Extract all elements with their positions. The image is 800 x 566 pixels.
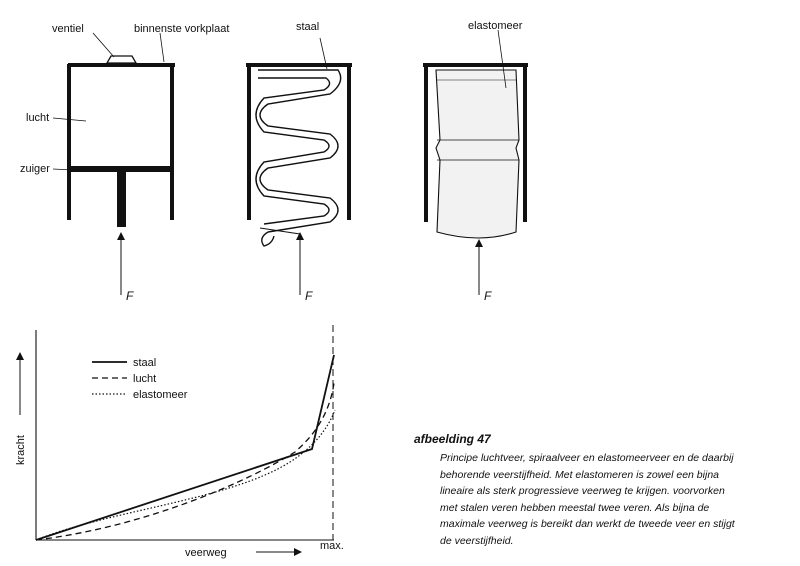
elastomer-block (436, 70, 519, 238)
x-axis-label: veerweg (185, 547, 227, 559)
piston-rod (117, 171, 126, 227)
valve-shape (107, 56, 136, 63)
label-staal: staal (296, 21, 320, 33)
legend-elastomeer: elastomeer (133, 389, 188, 401)
label-lucht: lucht (26, 112, 50, 124)
caption-title: afbeelding 47 (414, 432, 491, 446)
coil-end (262, 232, 274, 246)
elastomer-spring-diagram (423, 30, 528, 295)
force-label-air: F (126, 289, 134, 303)
caption-line: lineaire als sterk progressieve veerweg te krijgen. voorvorken (440, 485, 725, 497)
max-label: max. (320, 540, 344, 552)
caption-line: maximale veerweg is bereikt dan werkt de tweede veer en stijgt (440, 518, 735, 530)
curve-staal (36, 355, 334, 540)
label-ventiel: ventiel (52, 23, 84, 35)
stiffness-graph (20, 325, 335, 552)
caption-line: met stalen veren hebben meestal twee veren. Als bijna de (440, 501, 710, 514)
curve-elastomeer (36, 410, 335, 540)
legend-staal: staal (133, 357, 157, 369)
caption-line: Principe luchtveer, spiraalveer en elastomeerveer en de daarbij (440, 452, 734, 464)
force-label-steel: F (305, 289, 313, 303)
caption-line: de veerstijfheid. (440, 534, 514, 547)
label-elastomeer: elastomeer (468, 20, 523, 32)
legend-lucht: lucht (133, 373, 157, 385)
air-spring-diagram (53, 33, 175, 295)
figure-caption (414, 432, 784, 549)
label-zuiger: zuiger (20, 163, 50, 175)
label-vorkplaat: binnenste vorkplaat (134, 23, 230, 35)
coil-spring-diagram (246, 38, 352, 295)
force-label-elastomer: F (484, 289, 492, 303)
caption-body (440, 450, 784, 549)
y-axis-label: kracht (15, 435, 27, 465)
curve-lucht (36, 383, 334, 540)
caption-line: behorende veerstijfheid. Met elastomeren is zowel een bijna (440, 468, 719, 481)
